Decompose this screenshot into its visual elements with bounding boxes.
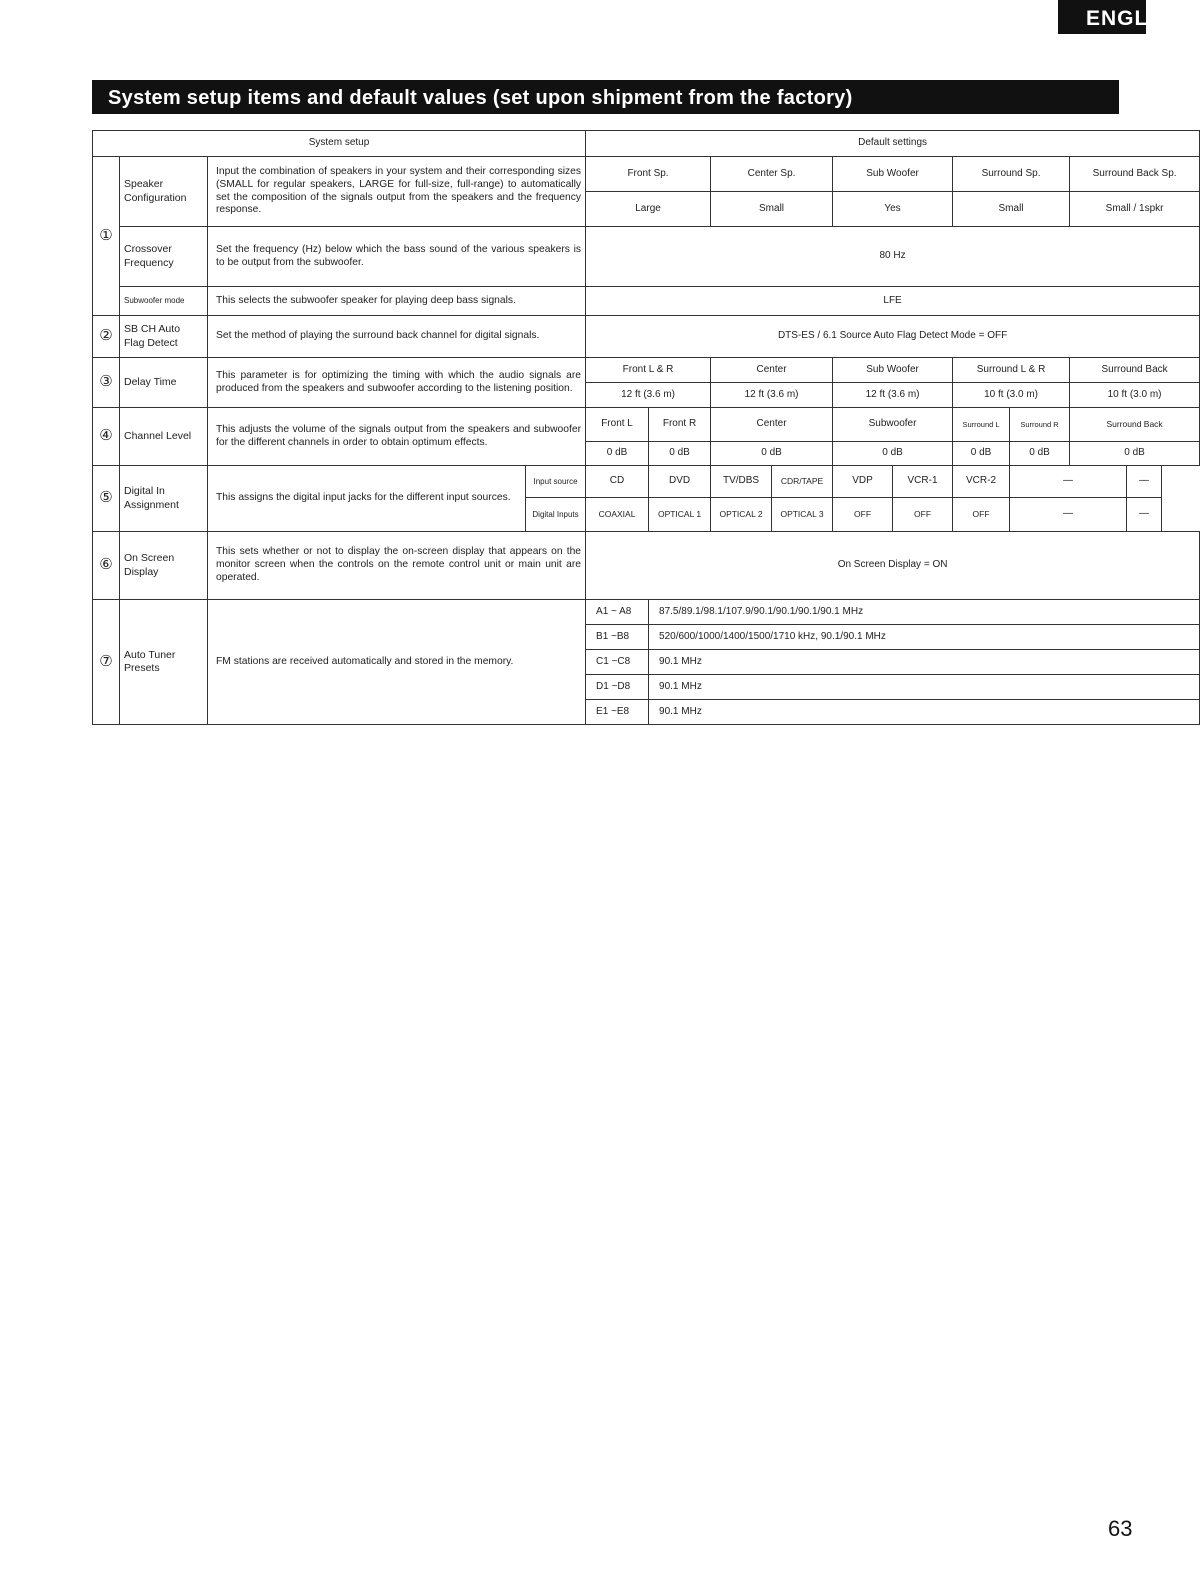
item-description: This selects the subwoofer speaker for playing deep bass signals.: [208, 287, 586, 316]
delay-value: 12 ft (3.6 m): [833, 383, 953, 408]
row-number: ⑤: [93, 466, 120, 532]
table-row: [93, 157, 1200, 192]
preset-value: 520/600/1000/1400/1500/1710 kHz, 90.1/90.1 MHz: [649, 625, 1200, 650]
input-source: DVD: [649, 466, 711, 498]
digital-input: OPTICAL 3: [772, 498, 833, 532]
row-number: ⑦: [93, 600, 120, 725]
level-value: 0 dB: [586, 442, 649, 466]
preset-value: 87.5/89.1/98.1/107.9/90.1/90.1/90.1/90.1 MHz: [649, 600, 1200, 625]
table-row: [93, 600, 1200, 625]
speaker-value: Small: [953, 192, 1070, 227]
delay-value: 12 ft (3.6 m): [711, 383, 833, 408]
row-number: ②: [93, 316, 120, 358]
speaker-value: Yes: [833, 192, 953, 227]
delay-header: Surround L & R: [953, 358, 1070, 383]
row-number: ⑥: [93, 532, 120, 600]
input-source: TV/DBS: [711, 466, 772, 498]
input-source: VDP: [833, 466, 893, 498]
digital-input: —: [1010, 498, 1127, 532]
level-header: Surround L: [953, 408, 1010, 442]
preset-value: 90.1 MHz: [649, 675, 1200, 700]
language-tab: ENGL: [1058, 0, 1146, 34]
level-value: 0 dB: [1070, 442, 1200, 466]
delay-header: Surround Back: [1070, 358, 1200, 383]
level-header: Center: [711, 408, 833, 442]
level-value: 0 dB: [953, 442, 1010, 466]
table-row: [93, 532, 1200, 600]
input-source: CD: [586, 466, 649, 498]
section-title: System setup items and default values (set upon shipment from the factory): [92, 80, 1119, 114]
level-header: Subwoofer: [833, 408, 953, 442]
preset-value: 90.1 MHz: [649, 700, 1200, 725]
item-description: Set the method of playing the surround back channel for digital signals.: [208, 316, 586, 358]
level-value: 0 dB: [711, 442, 833, 466]
speaker-value: Large: [586, 192, 711, 227]
row-number: ①: [93, 157, 120, 316]
table-row: [93, 227, 1200, 287]
preset-range: C1 ~C8: [586, 650, 649, 675]
default-settings-header: Default settings: [586, 131, 1200, 157]
speaker-header: Front Sp.: [586, 157, 711, 192]
speaker-header: Center Sp.: [711, 157, 833, 192]
default-value: On Screen Display = ON: [586, 532, 1200, 600]
row-number: ③: [93, 358, 120, 408]
level-value: 0 dB: [833, 442, 953, 466]
table-header-row: [93, 131, 1200, 157]
input-source: VCR-1: [893, 466, 953, 498]
system-setup-header: System setup: [93, 131, 586, 157]
preset-range: E1 ~E8: [586, 700, 649, 725]
table-row: [93, 358, 1200, 383]
preset-range: D1 ~D8: [586, 675, 649, 700]
item-description: Input the combination of speakers in your system and their corresponding sizes (SMALL for regular speakers, LARGE for full-size, full-range) to automatically set the composition of the signals output from the speakers and the frequency response.: [208, 157, 586, 227]
item-description: This sets whether or not to display the on-screen display that appears on the monitor screen when the controls on the remote control unit or main unit are operated.: [208, 532, 586, 600]
item-name: Delay Time: [120, 358, 208, 408]
speaker-header: Surround Back Sp.: [1070, 157, 1200, 192]
default-value: DTS-ES / 6.1 Source Auto Flag Detect Mode = OFF: [586, 316, 1200, 358]
table-row: [93, 287, 1200, 316]
table-row: [93, 408, 1200, 442]
item-name: SB CH Auto Flag Detect: [120, 316, 208, 358]
item-description: This parameter is for optimizing the timing with which the audio signals are produced from the speakers and subwoofer according to the listening position.: [208, 358, 586, 408]
delay-value: 12 ft (3.6 m): [586, 383, 711, 408]
digital-input: OFF: [893, 498, 953, 532]
delay-header: Center: [711, 358, 833, 383]
item-name: On Screen Display: [120, 532, 208, 600]
level-header: Front R: [649, 408, 711, 442]
item-name: Auto Tuner Presets: [120, 600, 208, 725]
table-row: [93, 466, 1200, 498]
input-source: —: [1010, 466, 1127, 498]
digital-inputs-label: Digital Inputs: [526, 498, 586, 532]
level-header: Surround Back: [1070, 408, 1200, 442]
speaker-value: Small: [711, 192, 833, 227]
digital-input: —: [1127, 498, 1162, 532]
input-source-label: Input source: [526, 466, 586, 498]
table-row: [93, 316, 1200, 358]
delay-value: 10 ft (3.0 m): [953, 383, 1070, 408]
digital-input: OFF: [953, 498, 1010, 532]
speaker-header: Surround Sp.: [953, 157, 1070, 192]
item-description: FM stations are received automatically and stored in the memory.: [208, 600, 586, 725]
item-name: Digital In Assignment: [120, 466, 208, 532]
delay-header: Sub Woofer: [833, 358, 953, 383]
digital-input: OPTICAL 1: [649, 498, 711, 532]
item-name: Crossover Frequency: [120, 227, 208, 287]
default-value: 80 Hz: [586, 227, 1200, 287]
item-description: Set the frequency (Hz) below which the bass sound of the various speakers is to be output from the subwoofer.: [208, 227, 586, 287]
item-description: This adjusts the volume of the signals output from the speakers and subwoofer for the different channels in order to obtain optimum effects.: [208, 408, 586, 466]
page-number: 63: [1108, 1516, 1133, 1541]
preset-value: 90.1 MHz: [649, 650, 1200, 675]
delay-header: Front L & R: [586, 358, 711, 383]
input-source: —: [1127, 466, 1162, 498]
digital-input: OFF: [833, 498, 893, 532]
delay-value: 10 ft (3.0 m): [1070, 383, 1200, 408]
input-source: CDR/TAPE: [772, 466, 833, 498]
level-value: 0 dB: [649, 442, 711, 466]
item-name: Speaker Configuration: [120, 157, 208, 227]
system-setup-table: [92, 130, 1200, 725]
digital-input: OPTICAL 2: [711, 498, 772, 532]
level-value: 0 dB: [1010, 442, 1070, 466]
level-header: Front L: [586, 408, 649, 442]
input-source: VCR-2: [953, 466, 1010, 498]
preset-range: A1 ~ A8: [586, 600, 649, 625]
preset-range: B1 ~B8: [586, 625, 649, 650]
speaker-header: Sub Woofer: [833, 157, 953, 192]
level-header: Surround R: [1010, 408, 1070, 442]
item-name: Subwoofer mode: [120, 287, 208, 316]
default-value: LFE: [586, 287, 1200, 316]
item-name: Channel Level: [120, 408, 208, 466]
digital-input: COAXIAL: [586, 498, 649, 532]
speaker-value: Small / 1spkr: [1070, 192, 1200, 227]
row-number: ④: [93, 408, 120, 466]
item-description: This assigns the digital input jacks for the different input sources.: [208, 466, 526, 532]
